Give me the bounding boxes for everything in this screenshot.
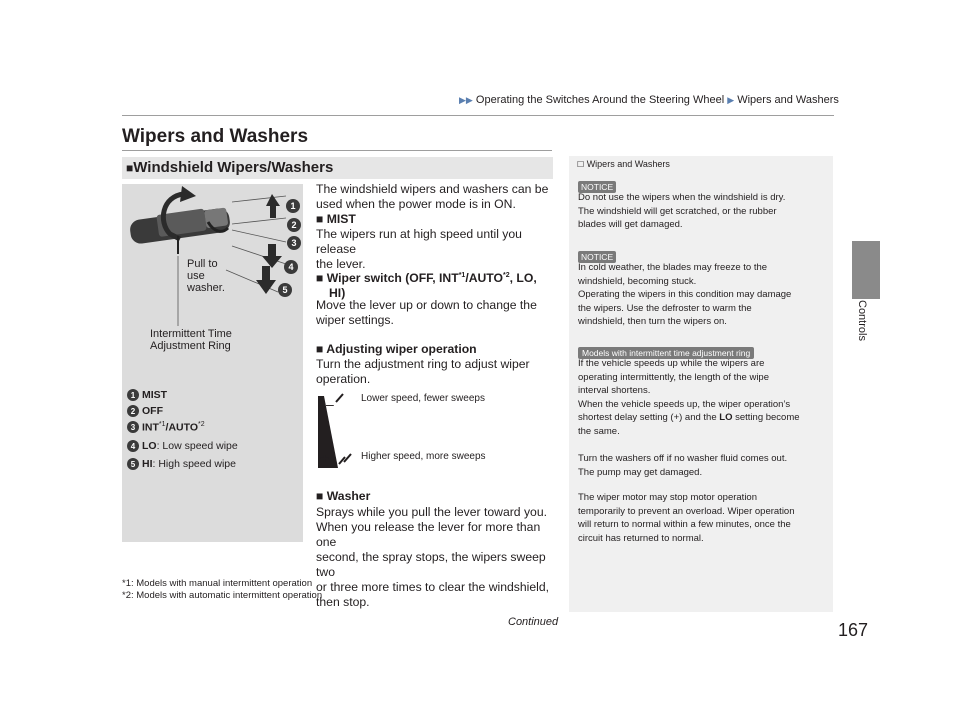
double-arrow-icon: ▶▶ bbox=[459, 95, 473, 105]
footnote-ref: *1 bbox=[458, 272, 466, 279]
text-line: wiper settings. bbox=[316, 313, 394, 327]
washer-note bbox=[578, 452, 828, 479]
header-rule bbox=[122, 115, 834, 116]
subhead-text: Adjusting wiper operation bbox=[326, 342, 477, 356]
intro-paragraph bbox=[316, 182, 556, 212]
ring-label-line: Adjustment Ring bbox=[150, 340, 231, 352]
legend-item bbox=[127, 405, 163, 417]
text-line: used when the power mode is in ON. bbox=[316, 197, 516, 211]
legend-number: 5 bbox=[127, 458, 139, 470]
washer-paragraph bbox=[316, 505, 556, 610]
mist-paragraph bbox=[316, 227, 556, 272]
arrow-icon: ▶ bbox=[727, 95, 735, 105]
pull-label bbox=[187, 258, 225, 294]
chapter-tab[interactable] bbox=[852, 241, 880, 299]
callout-2: 2 bbox=[287, 218, 301, 232]
text-line: When the vehicle speeds up, the wiper operation’s bbox=[578, 398, 791, 410]
models-label: Models with intermittent time adjustment ring bbox=[578, 347, 754, 359]
text-line: temporarily to prevent an overload. Wiper operation bbox=[578, 505, 795, 517]
text-line: The wipers run at high speed until you release bbox=[316, 227, 522, 256]
text-line: Sprays while you pull the lever toward you. bbox=[316, 505, 548, 519]
legend-label: MIST bbox=[142, 389, 168, 401]
footnote-ref: *1 bbox=[158, 421, 166, 428]
text-line: In cold weather, the blades may freeze to the bbox=[578, 262, 768, 273]
subhead-text: Wiper switch (OFF, INT bbox=[326, 271, 459, 286]
notice-label: NOTICE bbox=[578, 251, 616, 263]
text-line: then stop. bbox=[316, 595, 370, 609]
pull-label-line: use bbox=[187, 270, 205, 282]
footnote: *2: Models with automatic intermittent operation bbox=[122, 590, 323, 601]
washer-heading: ■ Washer bbox=[316, 489, 371, 503]
text-line: When you release the lever for more than one bbox=[316, 520, 541, 549]
breadcrumb bbox=[459, 94, 839, 106]
legend-label: LO bbox=[142, 440, 157, 452]
legend-number: 1 bbox=[127, 389, 139, 401]
minus-symbol: – bbox=[326, 396, 334, 412]
text-line: the wipers. Use the defroster to warm the bbox=[578, 302, 752, 314]
legend-label: HI bbox=[142, 458, 153, 470]
text-line: the same. bbox=[578, 425, 620, 437]
subhead-text: MIST bbox=[326, 212, 356, 226]
pull-label-line: washer. bbox=[187, 282, 225, 294]
text-line: Move the lever up or down to change the bbox=[316, 298, 537, 312]
text-line: The windshield will get scratched, or the rubber bbox=[578, 205, 777, 217]
text-line: operation. bbox=[316, 372, 371, 386]
breadcrumb-item[interactable]: Operating the Switches Around the Steering Wheel bbox=[475, 94, 725, 106]
page-title: Wipers and Washers bbox=[122, 126, 309, 147]
text-run: setting become bbox=[732, 412, 800, 423]
text-line: operating intermittently, the length of the wipe bbox=[578, 371, 769, 383]
notice-text bbox=[578, 191, 828, 232]
square-bullet-icon: ■ bbox=[126, 161, 134, 175]
sidebar-heading bbox=[577, 159, 670, 169]
subhead-text: HI) bbox=[329, 286, 346, 301]
text-line: Do not use the wipers when the windshield is dry. bbox=[578, 192, 786, 203]
footnote-ref: *2 bbox=[503, 272, 510, 279]
legend-item bbox=[127, 421, 205, 434]
adjusting-heading: ■ Adjusting wiper operation bbox=[316, 342, 477, 356]
legend-number: 3 bbox=[127, 421, 139, 433]
footnote-ref: *2 bbox=[198, 421, 205, 428]
adjusting-paragraph bbox=[316, 357, 556, 387]
text-line: second, the spray stops, the wipers sweep two bbox=[316, 550, 546, 579]
subhead-text: , LO, bbox=[509, 271, 537, 286]
mist-heading: ■ MIST bbox=[316, 212, 356, 226]
plus-symbol: + bbox=[320, 450, 329, 467]
higher-speed-label: Higher speed, more sweeps bbox=[361, 451, 486, 462]
text-line: The windshield wipers and washers can be bbox=[316, 182, 549, 196]
wiper-switch-paragraph bbox=[316, 298, 556, 328]
reference-icon: ☐ bbox=[577, 160, 585, 169]
text-line: windshield, becoming stuck. bbox=[578, 275, 697, 287]
legend-number: 4 bbox=[127, 440, 139, 452]
callout-4: 4 bbox=[284, 260, 298, 274]
legend-desc: : High speed wipe bbox=[152, 458, 236, 470]
ring-label-line: Intermittent Time bbox=[150, 328, 232, 340]
text-line: the lever. bbox=[316, 257, 366, 271]
continued-label: Continued bbox=[508, 616, 559, 628]
text-line: circuit has returned to normal. bbox=[578, 532, 704, 544]
legend-label: /AUTO bbox=[165, 421, 199, 434]
legend-label: OFF bbox=[142, 405, 163, 417]
notice-text bbox=[578, 261, 828, 329]
text-line: interval shortens. bbox=[578, 385, 651, 396]
section-title bbox=[126, 159, 333, 176]
wiper-switch-heading: ■ Wiper switch (OFF, INT$^{*1}$/AUTO$^{*2}$, LO, HI) bbox=[316, 268, 556, 301]
callout-1: 1 bbox=[286, 199, 300, 213]
callout-5: 5 bbox=[278, 283, 292, 297]
text-run-bold: LO bbox=[719, 412, 733, 423]
text-line: The pump may get damaged. bbox=[578, 466, 703, 478]
legend-item bbox=[127, 458, 236, 470]
legend-label: INT bbox=[142, 421, 159, 434]
footnote: *1: Models with manual intermittent operation bbox=[122, 578, 313, 589]
text-line: blades will get damaged. bbox=[578, 219, 683, 230]
text-line: Turn the washers off if no washer fluid comes out. bbox=[578, 453, 788, 464]
subhead-text: Washer bbox=[326, 489, 371, 503]
pull-label-line: Pull to bbox=[187, 258, 218, 270]
chapter-tab-label[interactable]: Controls bbox=[856, 300, 868, 341]
legend-item bbox=[127, 389, 167, 401]
text-line bbox=[578, 411, 828, 425]
models-text bbox=[578, 357, 828, 438]
motor-note bbox=[578, 491, 828, 545]
text-line: The wiper motor may stop motor operation bbox=[578, 492, 757, 503]
callout-3: 3 bbox=[287, 236, 301, 250]
title-rule bbox=[122, 150, 552, 151]
notice-label: NOTICE bbox=[578, 181, 616, 193]
text-line: Turn the adjustment ring to adjust wiper bbox=[316, 357, 530, 371]
text-line: windshield, then turn the wipers on. bbox=[578, 316, 727, 327]
text-line: Operating the wipers in this condition may damage bbox=[578, 289, 792, 300]
ring-label bbox=[150, 328, 232, 352]
page-number: 167 bbox=[838, 620, 869, 640]
legend-desc: : Low speed wipe bbox=[156, 440, 238, 452]
sidebar-heading-text: Wipers and Washers bbox=[586, 159, 670, 169]
legend-number: 2 bbox=[127, 405, 139, 417]
text-line: will return to normal within a few minutes, once the bbox=[578, 519, 791, 530]
section-title-text: Windshield Wipers/Washers bbox=[133, 159, 334, 176]
text-run: shortest delay setting (+) and the bbox=[578, 412, 720, 423]
legend-item bbox=[127, 440, 238, 452]
text-line: or three more times to clear the windshield, bbox=[316, 580, 550, 594]
text-line: If the vehicle speeds up while the wipers are bbox=[578, 358, 765, 369]
subhead-text: /AUTO bbox=[465, 271, 504, 286]
breadcrumb-item[interactable]: Wipers and Washers bbox=[737, 94, 839, 106]
lower-speed-label: Lower speed, fewer sweeps bbox=[361, 393, 485, 404]
